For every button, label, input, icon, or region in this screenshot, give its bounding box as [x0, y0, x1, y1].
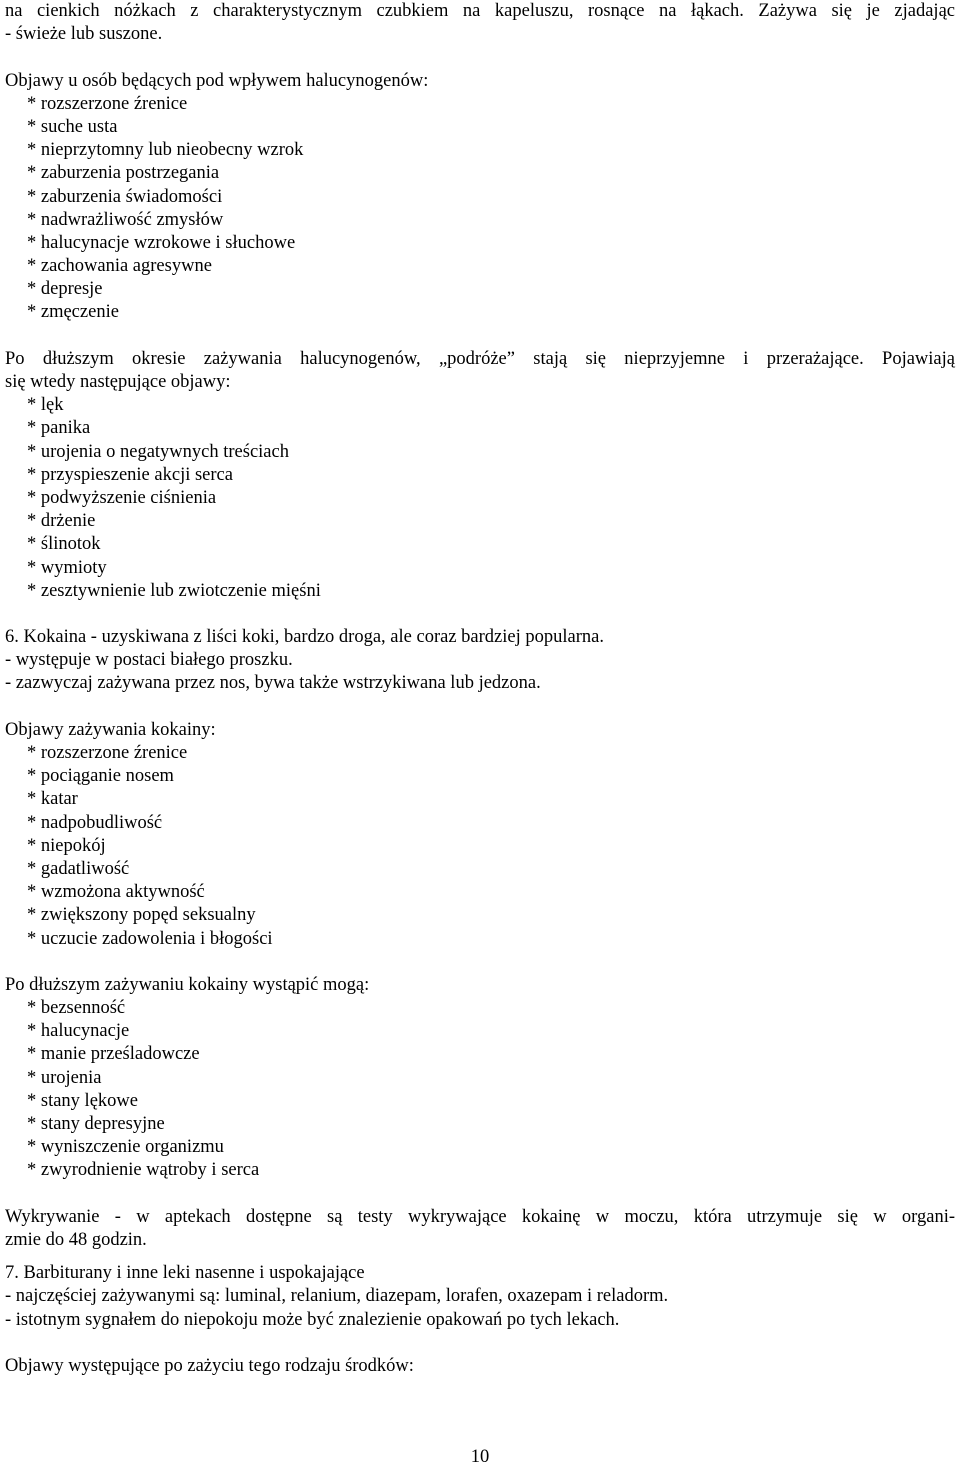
list-item: * urojenia o negatywnych treściach: [27, 441, 289, 462]
list-item: * zwiększony popęd seksualny: [27, 905, 256, 926]
list-item: * uczucie zadowolenia i błogości: [27, 928, 273, 949]
list-item: * drżenie: [27, 511, 96, 532]
list-item: * rozszerzone źrenice: [27, 93, 188, 114]
list-item: * stany lękowe: [27, 1090, 138, 1111]
list-item: * depresje: [27, 279, 103, 300]
intro-line-1: na cienkich nóżkach z charakterystycznym czubkiem na kapeluszu, rosnące na łąkach. Zażywa się je zjadając: [5, 1, 955, 21]
list-item: * zesztywnienie lub zwiotczenie mięśni: [27, 580, 321, 601]
list-item: * panika: [27, 418, 91, 439]
list-item: * zachowania agresywne: [27, 256, 212, 277]
list-item: * wyniszczenie organizmu: [27, 1137, 224, 1158]
list-item: * wzmożona aktywność: [27, 882, 205, 903]
list-item: * zmęczenie: [27, 302, 119, 323]
cocaine-heading: 6. Kokaina - uzyskiwana z liści koki, bardzo droga, ale coraz bardziej popularna.: [5, 627, 604, 648]
list-item: * przyspieszenie akcji serca: [27, 464, 233, 485]
list-item: * nadpobudliwość: [27, 812, 163, 833]
list-item: * rozszerzone źrenice: [27, 743, 188, 763]
list-item: * zaburzenia postrzegania: [27, 163, 220, 184]
hallucinogen-symptoms-list: [5, 93, 955, 325]
page-number: 10: [470, 1447, 490, 1467]
cocaine-long-term-heading: Po dłuższym zażywaniu kokainy wystąpić mogą:: [5, 974, 370, 995]
hallucinogen-long-term-line-1: Po dłuższym okresie zażywania halucynogenów, „podróże” stają się nieprzyjemne i przerażające. Pojawiają: [5, 348, 955, 369]
cocaine-symptoms-list: [5, 742, 955, 951]
list-item: * zaburzenia świadomości: [27, 186, 223, 207]
list-item: * pociąganie nosem: [27, 766, 174, 787]
list-item: * podwyższenie ciśnienia: [27, 487, 217, 508]
list-item: * halucynacje wzrokowe i słuchowe: [27, 232, 296, 253]
list-item: * wymioty: [27, 557, 107, 578]
list-item: * gadatliwość: [27, 858, 130, 879]
list-item: * manie prześladowcze: [27, 1044, 200, 1065]
hallucinogen-long-term-line-2: się wtedy następujące objawy:: [5, 372, 231, 392]
list-item: * urojenia: [27, 1067, 102, 1088]
cocaine-detection-line-2: zmie do 48 godzin.: [5, 1229, 147, 1250]
list-item: * stany depresyjne: [27, 1114, 165, 1134]
cocaine-fact: - zazwyczaj zażywana przez nos, bywa także wstrzykiwana lub jedzona.: [5, 673, 541, 694]
list-item: * nadwrażliwość zmysłów: [27, 209, 224, 230]
list-item: * katar: [27, 789, 78, 810]
barbiturates-symptoms-heading: Objawy występujące po zażyciu tego rodzaju środków:: [5, 1355, 414, 1376]
list-item: * ślinotok: [27, 534, 101, 555]
barbiturates-fact: - istotnym sygnałem do niepokoju może być znalezienie opakowań po tych lekach.: [5, 1309, 620, 1330]
list-item: * zwyrodnienie wątroby i serca: [27, 1160, 260, 1181]
barbiturates-heading: 7. Barbiturany i inne leki nasenne i uspokajające: [5, 1263, 365, 1284]
list-item: * lęk: [27, 395, 64, 416]
list-item: * suche usta: [27, 116, 118, 137]
cocaine-fact: - występuje w postaci białego proszku.: [5, 650, 293, 671]
cocaine-long-term-list: [5, 997, 955, 1183]
cocaine-symptoms-heading: Objawy zażywania kokainy:: [5, 719, 216, 740]
list-item: * bezsenność: [27, 998, 126, 1019]
barbiturates-fact: - najczęściej zażywanymi są: luminal, relanium, diazepam, lorafen, oxazepam i reladorm.: [5, 1286, 669, 1307]
intro-line-2: - świeże lub suszone.: [5, 24, 163, 45]
hallucinogen-long-term-list: [5, 394, 955, 603]
list-item: * halucynacje: [27, 1021, 130, 1042]
hallucinogen-symptoms-heading: Objawy u osób będących pod wpływem halucynogenów:: [5, 70, 429, 91]
list-item: * niepokój: [27, 835, 106, 856]
document-page: [5, 0, 955, 1378]
list-item: * nieprzytomny lub nieobecny wzrok: [27, 140, 304, 161]
cocaine-detection-line-1: Wykrywanie - w aptekach dostępne są testy wykrywające kokainę w moczu, która utrzymuje się w organi-: [5, 1206, 955, 1227]
